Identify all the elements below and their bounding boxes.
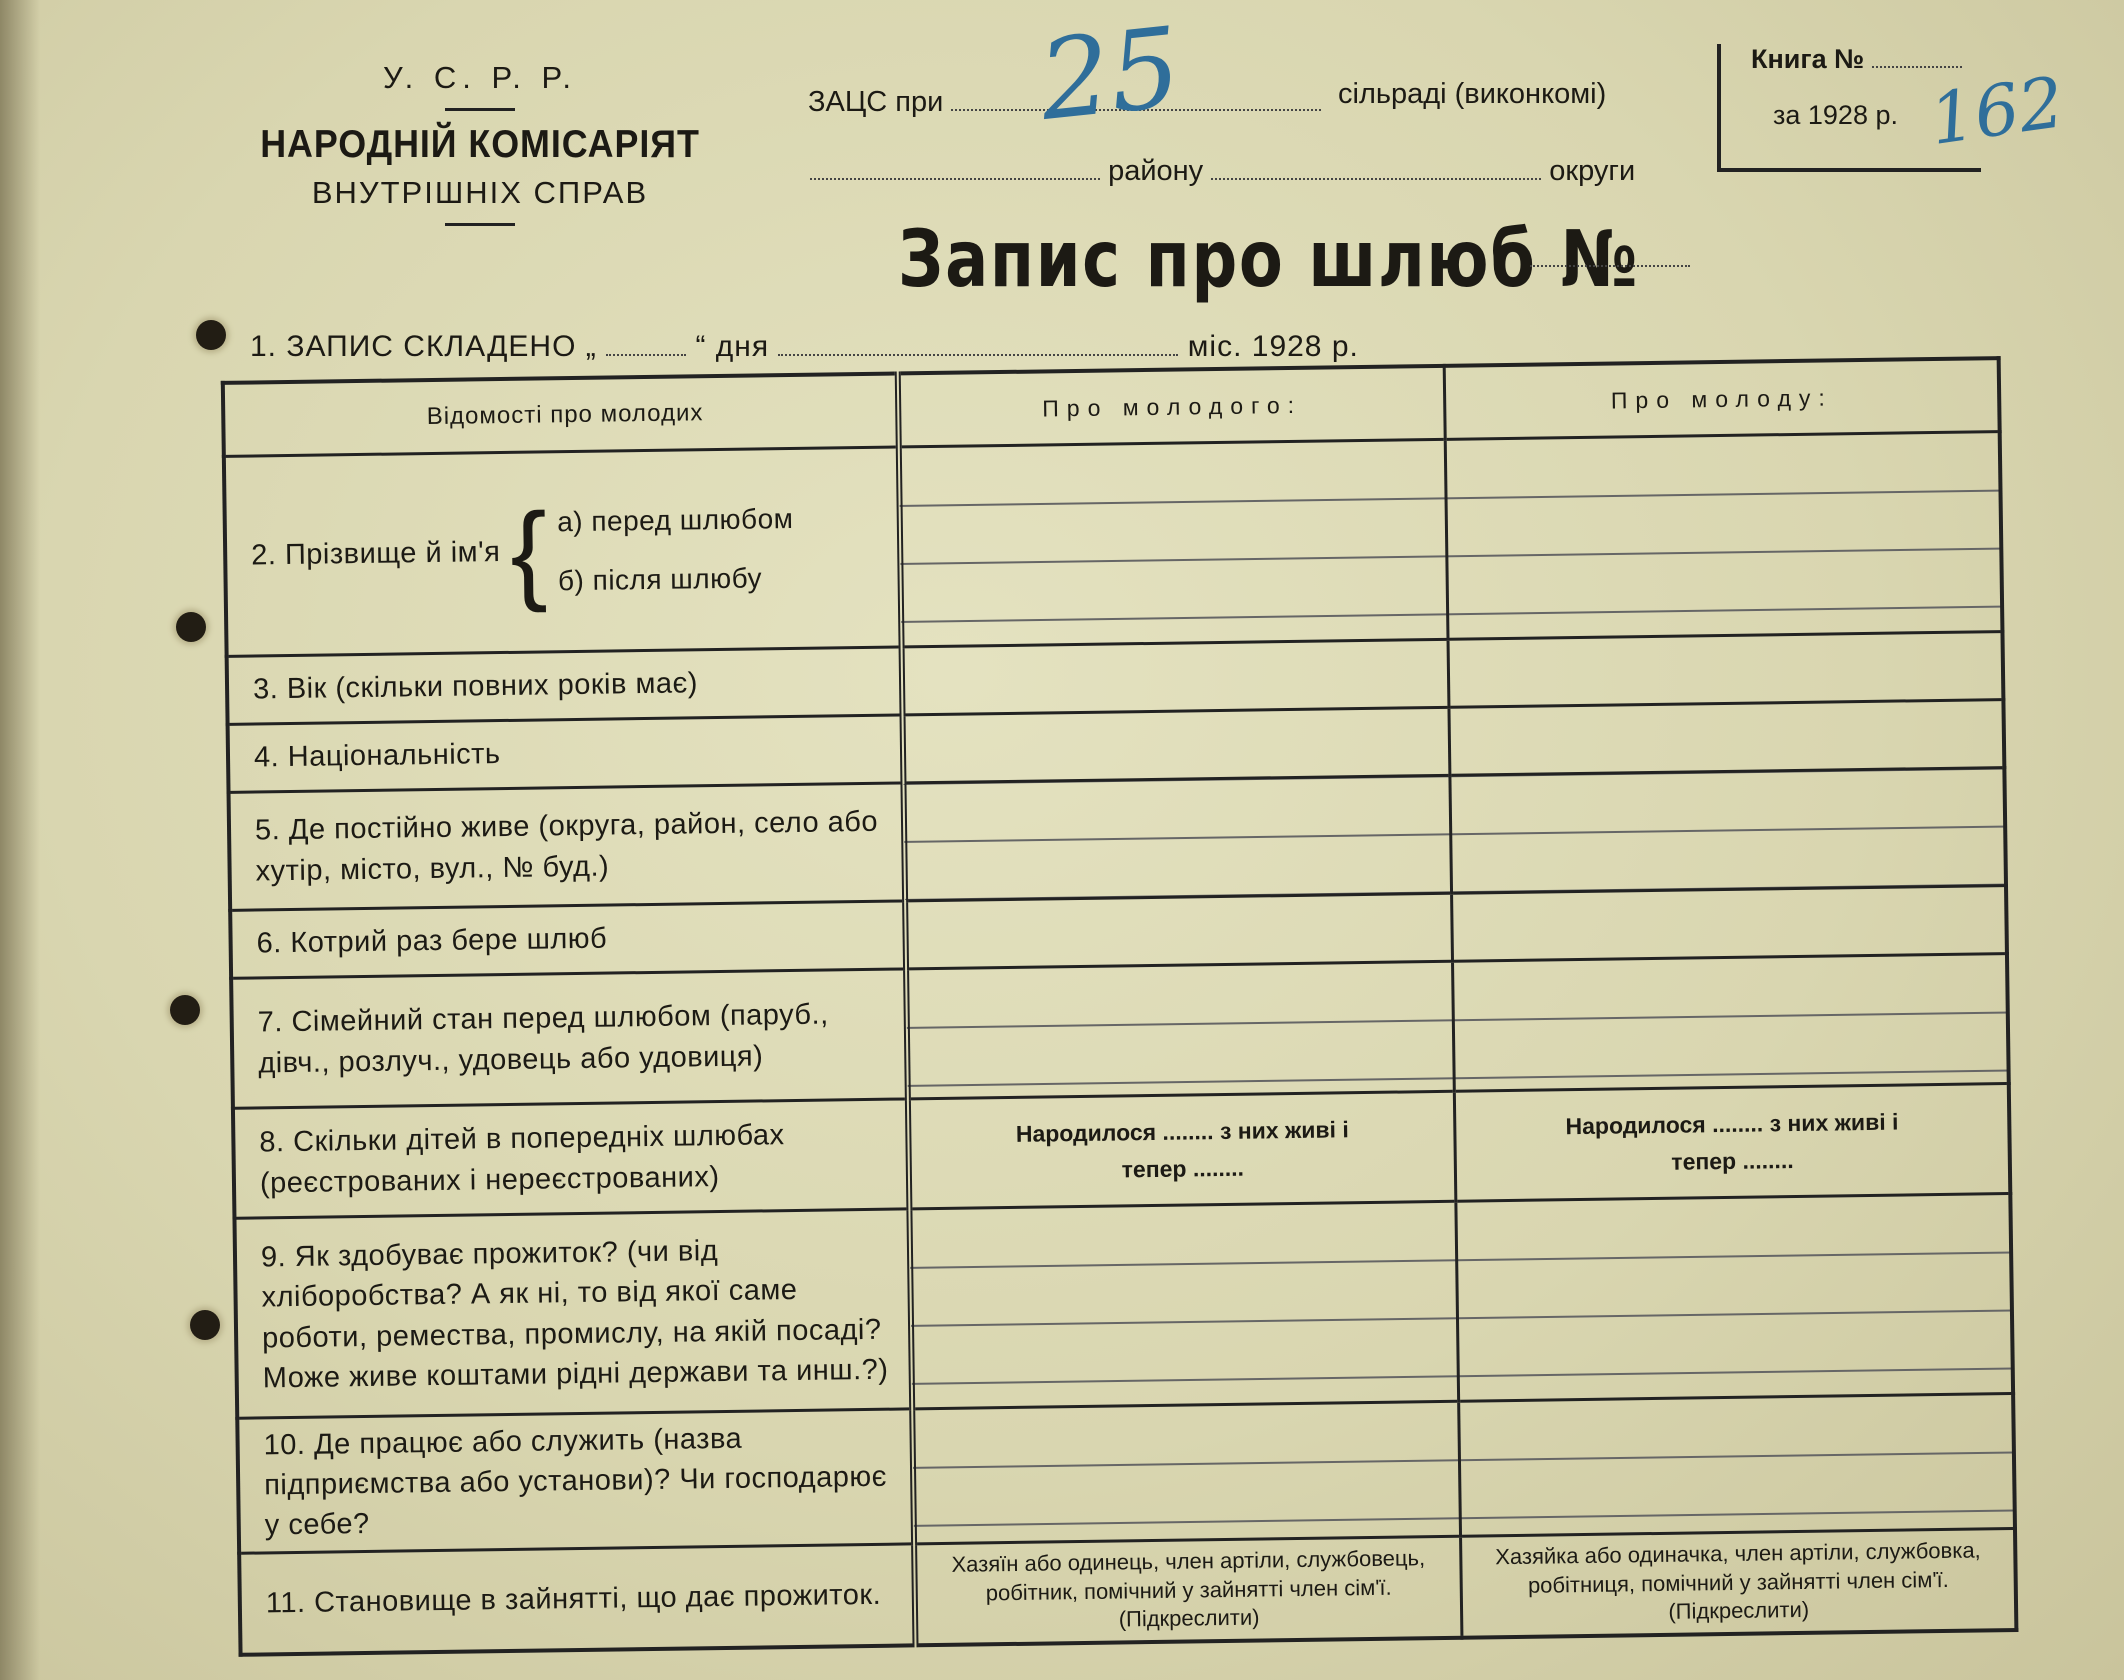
groom-field[interactable] [898, 439, 1448, 647]
table-row [237, 1393, 2015, 1553]
commissariat-label: НАРОДНІЙ КОМІСАРІЯТ [260, 123, 700, 166]
district-field[interactable] [810, 177, 1100, 180]
issuer-header [230, 60, 730, 238]
book-year-label: за 1928 р. [1773, 100, 1898, 130]
okruha-field[interactable] [1211, 177, 1541, 180]
bride-field[interactable] [1452, 886, 2007, 962]
groom-field[interactable] [906, 961, 1455, 1099]
book-number-field[interactable] [1872, 65, 1962, 68]
row-label: 8. Скільки дітей в попередніх шлюбах (реєстрованих і нереєстрованих) [233, 1099, 909, 1218]
district-line [810, 155, 1635, 188]
village-council-label: сільраді (виконкомі) [1338, 78, 1607, 110]
okruha-label: округи [1549, 155, 1636, 187]
bride-field[interactable] [1453, 954, 2009, 1092]
row-label: 4. Національність [228, 715, 903, 792]
row-label: 10. Де працює або служить (назва підприємства або установи)? Чи господарює у себе? [237, 1409, 913, 1553]
groom-field[interactable] [902, 707, 1450, 783]
table-row [234, 1194, 2013, 1419]
row-label: 7. Сімейний стан перед шлюбом (паруб., дівч., розлуч., удовець або удовиця) [231, 969, 907, 1108]
binding-hole [176, 612, 206, 642]
page-title: Запис про шлюб № [898, 215, 1640, 305]
table-row [224, 432, 2003, 657]
district-label: району [1108, 155, 1204, 187]
row-label: 9. Як здобуває прожиток? (чи від хліборобства? А як ні, то від якої саме роботи, ремества, промислу, на якій посаді? Може живе коштами рідні держави та инш.?) [234, 1209, 911, 1418]
divider [445, 223, 515, 226]
column-header-info: Відомості про молодих [223, 373, 899, 456]
groom-field[interactable] [903, 775, 1452, 901]
bride-field[interactable] [1459, 1393, 2015, 1536]
binding-hole [170, 995, 200, 1025]
handwritten-number: 25 [1033, 3, 1187, 145]
record-number-field[interactable] [1530, 265, 1690, 267]
record-date-line: 1. ЗАПИС СКЛАДЕНО „ “ дня міс. 1928 р. [250, 330, 1359, 363]
column-header-groom: Про молодого: [897, 366, 1445, 447]
groom-children-field[interactable]: Народилося ........ з них живі і тепер ........ [907, 1091, 1456, 1209]
bride-field[interactable] [1446, 432, 2003, 640]
groom-field[interactable] [909, 1201, 1459, 1409]
republic-label: У. С. Р. Р. [383, 60, 577, 95]
book-number-label: Книга № [1751, 44, 1962, 75]
row-label: 2. Прізвище й ім'я [251, 536, 501, 572]
groom-field[interactable] [905, 893, 1453, 969]
groom-field[interactable] [901, 639, 1449, 715]
row-sublabel: б) після шлюбу [557, 561, 763, 596]
row-sublabel: а) перед шлюбом [556, 502, 794, 537]
handwritten-book-number: 162 [1924, 61, 2069, 161]
row-label: 6. Котрий раз бере шлюб [230, 901, 905, 978]
row-label: 5. Де постійно живе (округа, район, село або хутір, місто, вул., № буд.) [229, 783, 905, 910]
bride-field[interactable] [1456, 1194, 2013, 1402]
bride-field[interactable] [1450, 768, 2006, 894]
form-table [221, 356, 2019, 1657]
groom-field[interactable] [912, 1401, 1461, 1544]
bride-field[interactable] [1448, 632, 2003, 708]
divider [445, 108, 515, 111]
brace-icon: { [509, 489, 549, 614]
page-edge-shadow [0, 0, 40, 1680]
bride-occupation-options[interactable]: Хазяйка або одиначка, член артіли, службовка, робітниця, помічний у зайнятті член сім'ї. (Підкреслити) [1461, 1529, 2017, 1638]
marriage-form [215, 300, 2033, 1645]
column-header-bride: Про молоду: [1445, 358, 2000, 439]
binding-hole [190, 1310, 220, 1340]
row-label: 11. Становище в зайнятті, що дає прожиток. [239, 1544, 915, 1655]
table-row [231, 954, 2009, 1109]
bride-children-field[interactable]: Народилося ........ з них живі і тепер ........ [1455, 1084, 2011, 1202]
bride-field[interactable] [1449, 700, 2004, 776]
groom-occupation-options[interactable]: Хазяїн або одинець, член артіли, службовець, робітник, помічний у зайнятті член сім'ї. (Підкреслити) [914, 1536, 1463, 1645]
affairs-label: ВНУТРІШНІХ СПРАВ [311, 175, 649, 210]
registry-office-label: ЗАЦС при [808, 86, 944, 118]
row-label: 3. Вік (скільки повних років має) [227, 647, 902, 724]
